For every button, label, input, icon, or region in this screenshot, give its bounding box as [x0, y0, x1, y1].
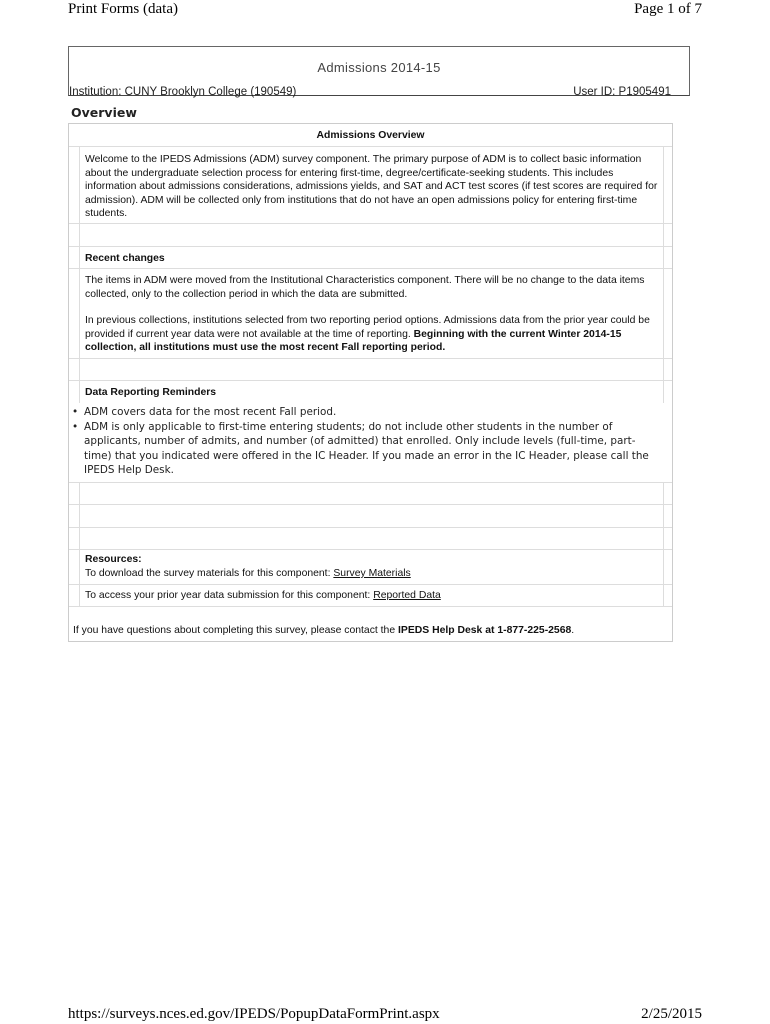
download-text: To download the survey materials for this component:: [85, 568, 334, 579]
spacer-row: [69, 504, 672, 528]
reminders-row: [69, 402, 672, 482]
print-header-title: Print Forms (data): [68, 1, 178, 17]
overview-panel: [68, 123, 673, 642]
intro-row: [69, 146, 672, 224]
recent-changes-heading: Recent changes: [85, 253, 165, 264]
recent-changes-para2: [85, 314, 661, 355]
prior-data-text: To access your prior year data submission for this component:: [85, 590, 374, 601]
spacer-cell: [79, 224, 664, 247]
user-id-label: User ID: P1905491: [573, 86, 671, 98]
list-item: [69, 405, 652, 420]
prior-data-line: [85, 589, 441, 603]
reminders-heading-cell: [79, 381, 664, 403]
page-url: https://surveys.nces.ed.gov/IPEDS/PopupDataFormPrint.aspx: [68, 1006, 440, 1022]
spacer-row: [69, 482, 672, 505]
survey-materials-link[interactable]: Survey Materials: [333, 568, 411, 579]
recent-changes-heading-cell: [79, 247, 664, 269]
form-title: Admissions 2014-15: [317, 60, 441, 75]
recent-changes-row: [69, 268, 672, 359]
resources-heading: Resources:: [85, 554, 142, 565]
resources-row: [69, 549, 672, 585]
intro-text: Welcome to the IPEDS Admissions (ADM) survey component. The primary purpose of ADM is to collect basic information about the undergraduate selection process for entering first-time, degree/certificate-seeking students. This includes information about admissions considerations, admissions yields, and SAT and ACT test scores (if test scores are required for admission). ADM will be collected only from institutions that do not have an open admissions policy for entering first-time students.: [85, 154, 658, 219]
reminders-list: [69, 405, 672, 478]
contact-text: If you have questions about completing this survey, please contact the: [73, 625, 398, 636]
bullet-icon: •: [72, 406, 79, 418]
spacer-row: [69, 358, 672, 381]
prior-data-cell: [79, 585, 664, 607]
reminders-heading: Data Reporting Reminders: [85, 387, 217, 398]
overview-heading: Admissions Overview: [316, 130, 425, 141]
contact-row: [69, 606, 672, 642]
list-item: [69, 420, 652, 478]
spacer-row: [69, 223, 672, 247]
recent-changes-para2-plain: In previous collections, institutions selected from two reporting period options. Admissions data from the prior year could be provided if current year data were not available at the time of reporting.: [85, 315, 650, 340]
spacer-row: [69, 527, 672, 550]
recent-changes-para1: The items in ADM were moved from the Institutional Characteristics component. There will be no change to the data items collected, only to the collection period in which the data are submitted.: [85, 275, 645, 300]
reminder-text: ADM is only applicable to first-time entering students; do not include other students in the number of applicants, number of admits, and number (of admitted) that enrolled. Only include levels (full-time, part-time) that you indicated were offered in the IC Header. If you made an error in the IC Header, please call the IPEDS Help Desk.: [84, 420, 649, 477]
reminder-text: ADM covers data for the most recent Fall period.: [84, 406, 337, 418]
help-desk-phone: IPEDS Help Desk at 1-877-225-2568: [398, 625, 572, 636]
contact-line: [73, 624, 574, 638]
page-number: Page 1 of 7: [634, 1, 702, 17]
spacer-cell: [79, 359, 664, 381]
reminders-heading-row: [69, 380, 672, 403]
reported-data-link[interactable]: Reported Data: [373, 590, 441, 601]
resources-cell: [79, 550, 664, 585]
form-header: [68, 46, 690, 96]
prior-data-row: [69, 584, 672, 607]
spacer-cell: [79, 528, 664, 550]
recent-changes-para2-bold: Beginning with the current Winter 2014-15 collection, all institutions must use the most recent Fall reporting period.: [85, 328, 622, 353]
recent-changes-heading-row: [69, 246, 672, 269]
section-title: Overview: [71, 105, 137, 120]
print-date: 2/25/2015: [641, 1006, 702, 1022]
download-line: [85, 567, 411, 581]
bullet-icon: •: [72, 420, 79, 433]
spacer-cell: [79, 505, 664, 528]
spacer-cell: [79, 483, 664, 505]
overview-heading-row: [69, 123, 672, 147]
contact-end: .: [571, 625, 575, 636]
recent-changes-cell: [79, 269, 664, 359]
intro-cell: [79, 147, 664, 224]
institution-label: Institution: CUNY Brooklyn College (190549): [69, 86, 297, 98]
